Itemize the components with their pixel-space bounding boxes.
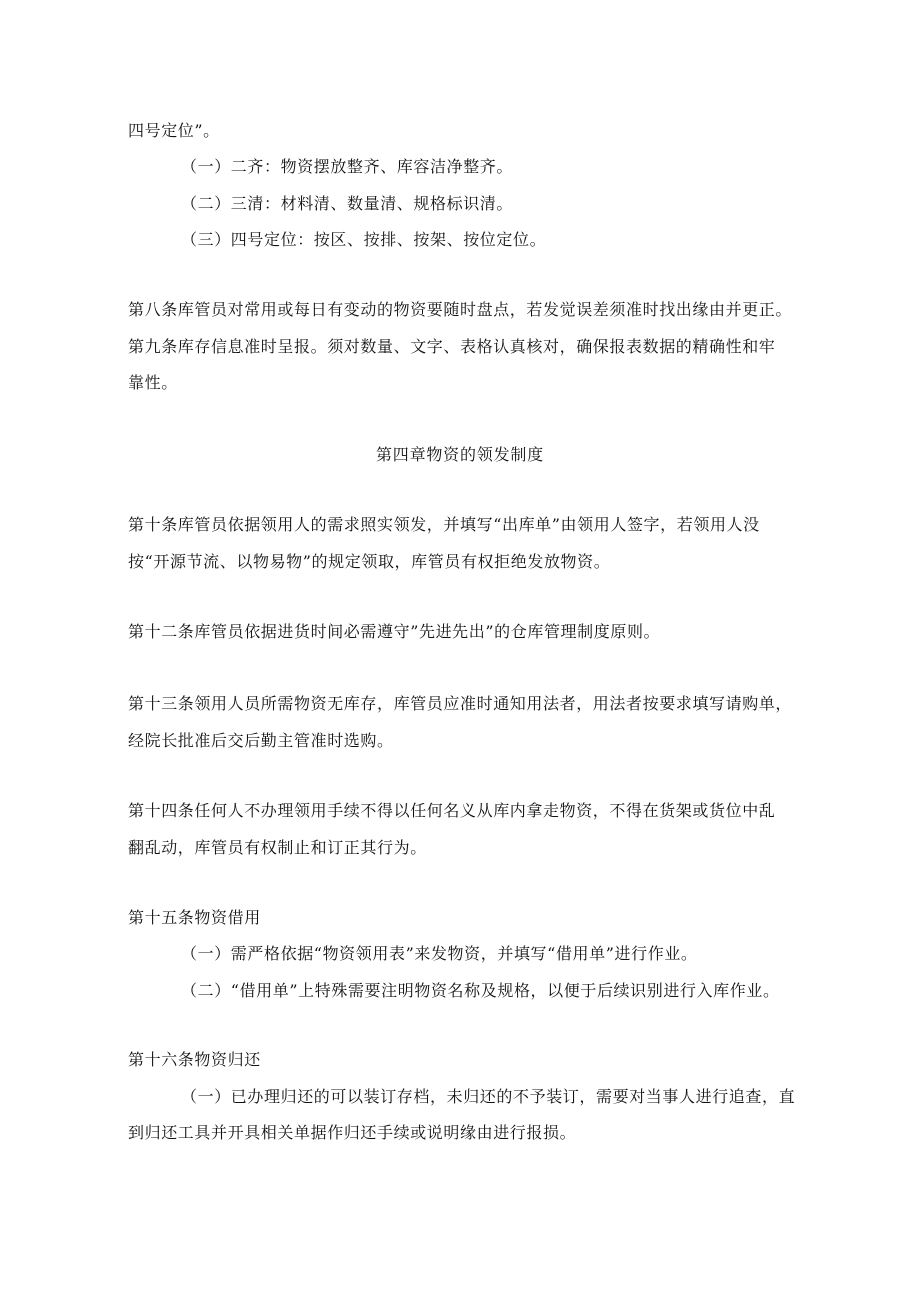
- chapter-4-title: 第四章物资的领发制度: [375, 445, 544, 464]
- article-15-item-2: （二）“借用单”上特殊需要注明物资名称及规格，以便于后续识别进行入库作业。: [181, 981, 780, 1000]
- list-item-sanqing: （二）三清：材料清、数量清、规格标识清。: [181, 194, 514, 213]
- article-13-line-2: 经院长批准后交后勤主管准时选购。: [128, 731, 394, 750]
- article-12: 第十二条库管员依据进货时间必需遵守”先进先出”的仓库管理制度原则。: [128, 622, 661, 641]
- article-10-line-1: 第十条库管员依据领用人的需求照实领发，并填写“出库单”由领用人签字，若领用人没: [128, 515, 760, 534]
- article-16-title: 第十六条物资归还: [128, 1050, 261, 1069]
- list-item-sihao: （三）四号定位：按区、按排、按架、按位定位。: [181, 230, 547, 249]
- article-14-line-2: 翻乱动，库管员有权制止和订正其行为。: [128, 838, 427, 857]
- article-13-line-1: 第十三条领用人员所需物资无库存，库管员应准时通知用法者，用法者按要求填写请购单，: [128, 694, 793, 713]
- article-9-line-1: 第九条库存信息准时呈报。须对数量、文字、表格认真核对，确保报表数据的精确性和牢: [128, 337, 776, 356]
- list-item-erqi: （一）二齐：物资摆放整齐、库容洁净整齐。: [181, 157, 514, 176]
- article-16-item-1-line-1: （一）已办理归还的可以装订存档，未归还的不予装订，需要对当事人进行追查，直: [181, 1087, 796, 1106]
- article-9-line-2: 靠性。: [128, 373, 178, 392]
- article-15-title: 第十五条物资借用: [128, 908, 261, 927]
- article-14-line-1: 第十四条任何人不办理领用手续不得以任何名义从库内拿走物资，不得在货架或货位中乱: [128, 801, 776, 820]
- article-16-item-1-line-2: 到归还工具并开具相关单据作归还手续或说明缘由进行报损。: [128, 1123, 577, 1142]
- article-10-line-2: 按“开源节流、以物易物”的规定领取，库管员有权拒绝发放物资。: [128, 552, 611, 571]
- article-15-item-1: （一）需严格依据“物资领用表”来发物资，并填写“借用单”进行作业。: [181, 944, 698, 963]
- article-8: 第八条库管员对常用或每日有变动的物资要随时盘点，若发觉误差须准时找出缘由并更正。: [128, 300, 793, 319]
- paragraph-intro-tail: 四号定位”。: [128, 121, 220, 140]
